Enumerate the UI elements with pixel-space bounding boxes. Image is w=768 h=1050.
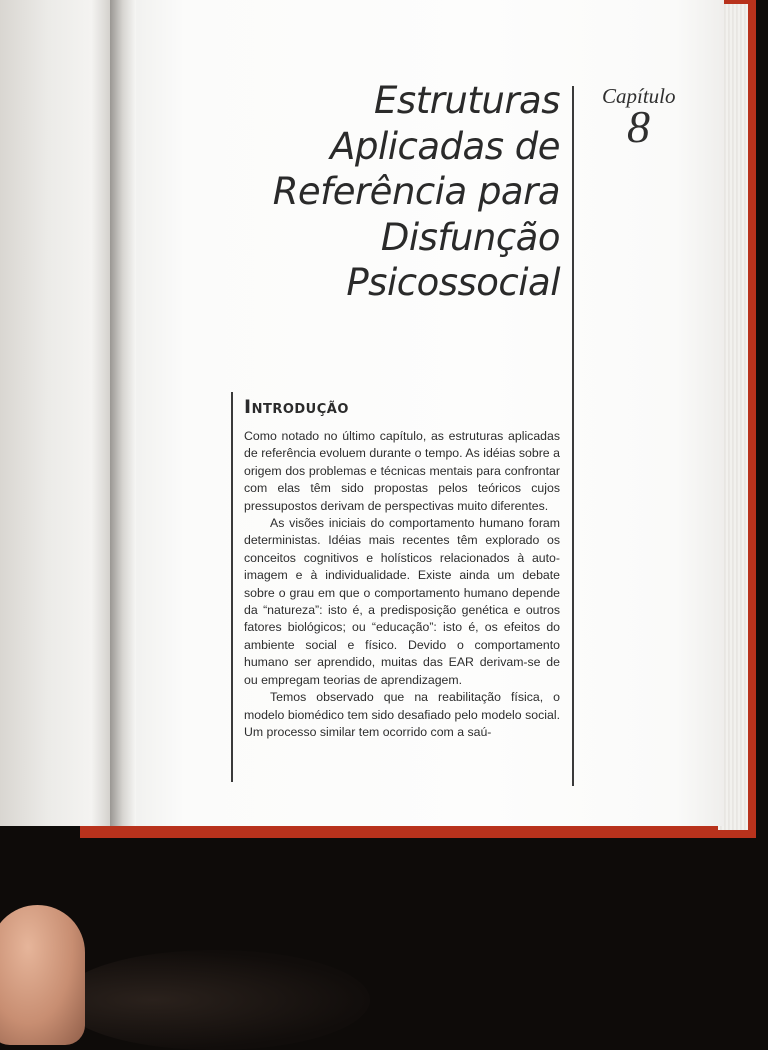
chapter-title-line: Disfunção [380, 215, 560, 259]
chapter-title-line: Estruturas [374, 79, 560, 122]
chapter-number: 8 [627, 101, 650, 152]
book-gutter [110, 0, 136, 826]
paragraph: Como notado no último capítulo, as estruturas aplicadas de referência evoluem durante o tempo. As idéias sobre a origem dos problemas e técnicas mentais para confrontar com elas têm sido propostas pelos teóricos cujos pressupostos derivam de perspectivas muito diferentes. [244, 429, 560, 513]
chapter-label: Capítulo [602, 84, 676, 108]
left-page [0, 0, 122, 826]
chapter-title-line: Referência para [272, 170, 560, 213]
chapter-title [200, 78, 560, 306]
chapter-title-line: Psicossocial [346, 261, 560, 304]
paragraph: Temos observado que na reabilitação física, o modelo biomédico tem sido desafiado pelo modelo social. Um processo similar tem ocorrido com a saú- [244, 690, 560, 739]
finger [0, 905, 85, 1045]
hand-shadow [60, 950, 370, 1050]
text-margin-rule [231, 392, 233, 782]
body-text [244, 428, 560, 741]
chapter-title-line: Aplicadas de [330, 124, 560, 168]
paragraph: As visões iniciais do comportamento humano foram deterministas. Idéias mais recentes têm explorado os conceitos cognitivos e holísticos relacionados à auto-imagem e à individualidade. Existe ainda um debate sobre o grau em que o comportamento humano depende da “natureza”: isto é, a predisposição genética e outros fatores biológicos; ou “educação”: isto é, os efeitos do ambiente social e físico. Devido o comportamento humano ser aprendido, muitas das EAR derivam-se de ou empregam teorias de aprendizagem. [244, 516, 560, 687]
section-heading: Introdução [244, 396, 349, 418]
title-divider-rule [572, 86, 574, 786]
